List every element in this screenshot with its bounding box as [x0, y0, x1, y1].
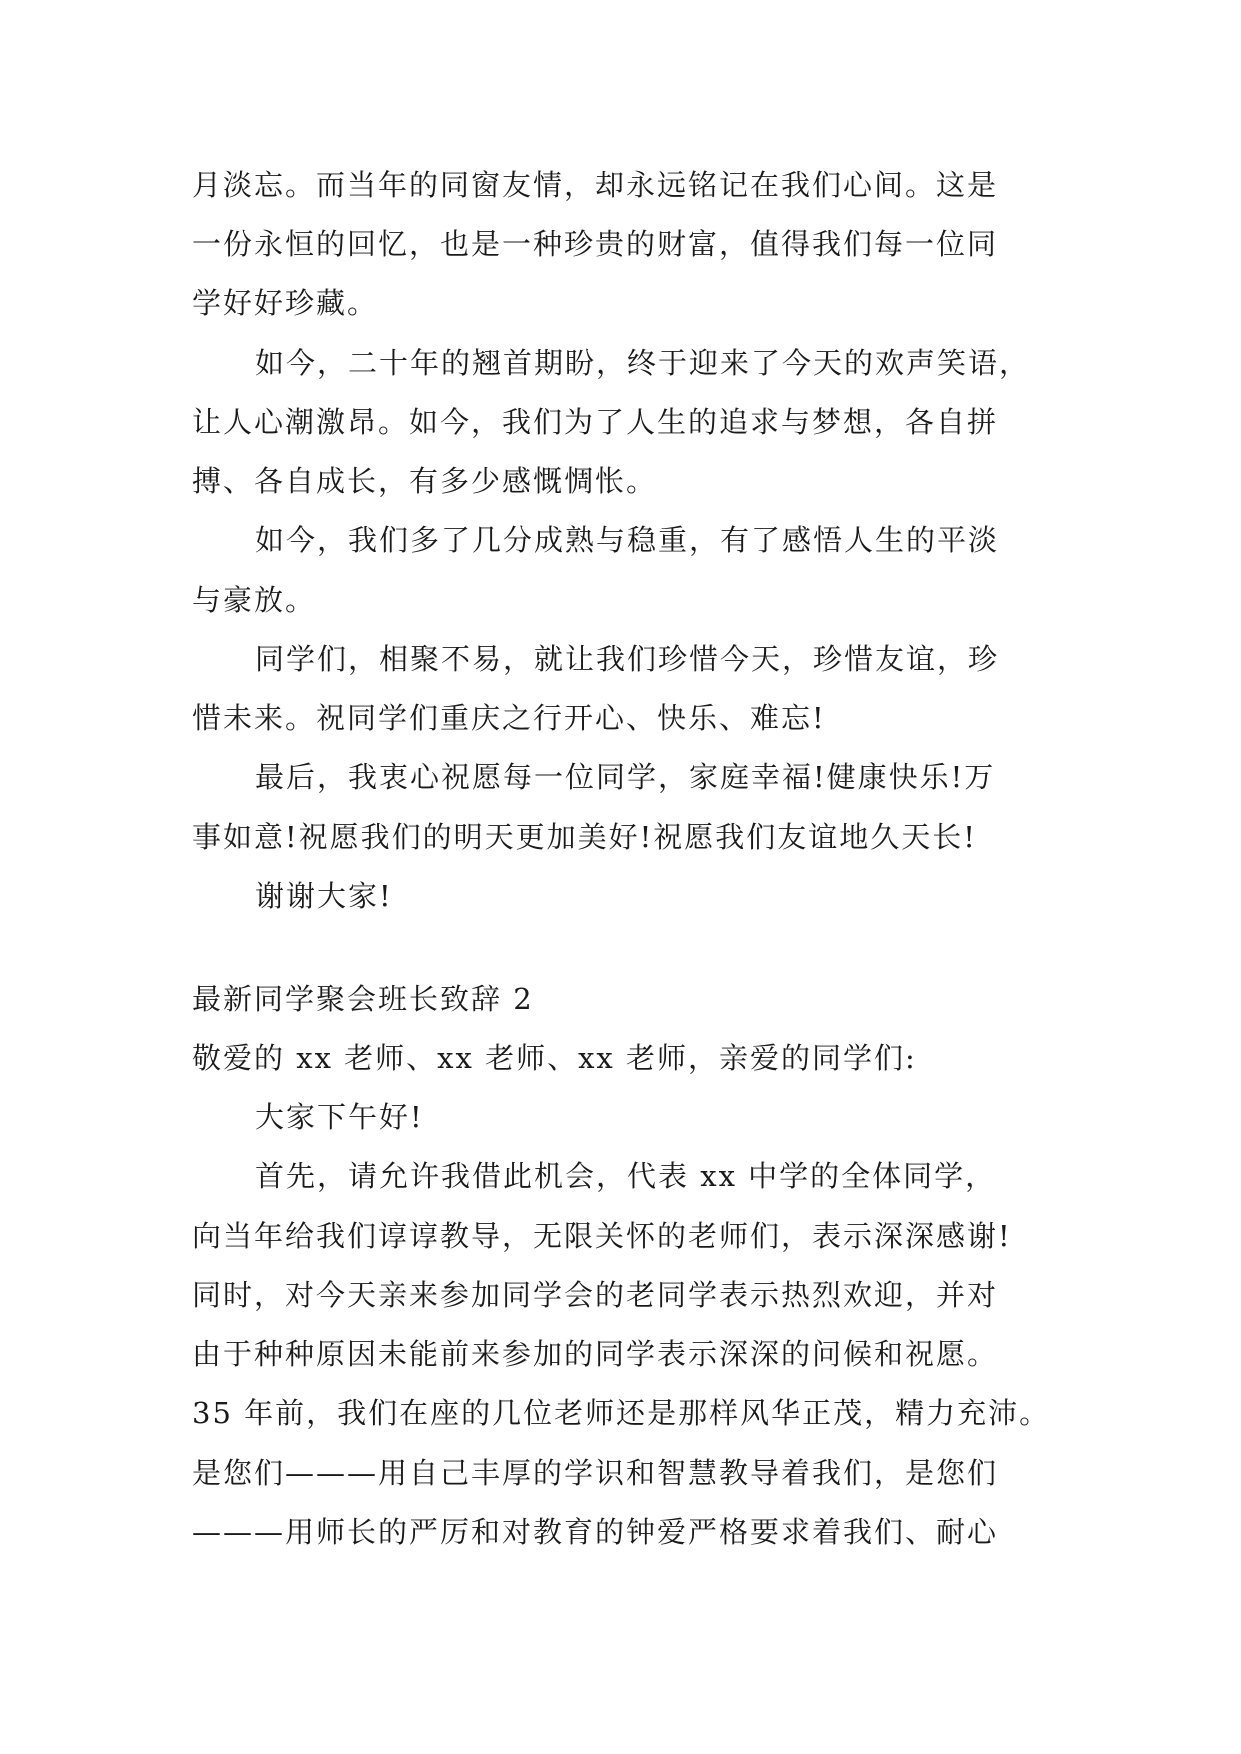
- text-line: 同时，对今天亲来参加同学会的老同学表示热烈欢迎，并对: [192, 1278, 999, 1312]
- text-line: 让人心潮激昂。如今，我们为了人生的追求与梦想，各自拼: [192, 405, 999, 439]
- text-line: 由于种种原因未能前来参加的同学表示深深的问候和祝愿。: [192, 1337, 999, 1371]
- salutation: 敬爱的 xx 老师、xx 老师、xx 老师，亲爱的同学们:: [192, 1041, 917, 1075]
- text-line: 月淡忘。而当年的同窗友情，却永远铭记在我们心间。这是: [192, 168, 999, 202]
- text-line: 一份永恒的回忆，也是一种珍贵的财富，值得我们每一位同: [192, 227, 999, 261]
- text-line: 35 年前，我们在座的几位老师还是那样风华正茂，精力充沛。: [192, 1396, 1051, 1430]
- text-line: 与豪放。: [192, 583, 317, 617]
- text-line: 事如意!祝愿我们的明天更加美好!祝愿我们友谊地久天长!: [192, 820, 977, 854]
- text-line: 谢谢大家!: [255, 879, 393, 913]
- text-line: 是您们———用自己丰厚的学识和智慧教导着我们，是您们: [192, 1456, 999, 1490]
- text-line: 搏、各自成长，有多少感慨惆怅。: [192, 464, 658, 498]
- text-line: 惜未来。祝同学们重庆之行开心、快乐、难忘!: [192, 701, 826, 735]
- text-line: 如今，我们多了几分成熟与稳重，有了感悟人生的平淡: [255, 523, 1000, 557]
- text-line: 学好好珍藏。: [192, 286, 379, 320]
- text-line: 如今，二十年的翘首期盼，终于迎来了今天的欢声笑语，: [255, 346, 1031, 380]
- text-line: 向当年给我们谆谆教导，无限关怀的老师们，表示深深感谢!: [192, 1219, 1012, 1253]
- text-line: 同学们，相聚不易，就让我们珍惜今天，珍惜友谊，珍: [255, 642, 1000, 676]
- text-line: 最后，我衷心祝愿每一位同学，家庭幸福!健康快乐!万: [255, 760, 996, 794]
- text-line: ———用师长的严厉和对教育的钟爱严格要求着我们、耐心: [192, 1515, 999, 1549]
- text-line: 首先，请允许我借此机会，代表 xx 中学的全体同学，: [255, 1159, 997, 1193]
- text-line: 大家下午好!: [255, 1100, 424, 1134]
- section-heading: 最新同学聚会班长致辞 2: [192, 982, 534, 1016]
